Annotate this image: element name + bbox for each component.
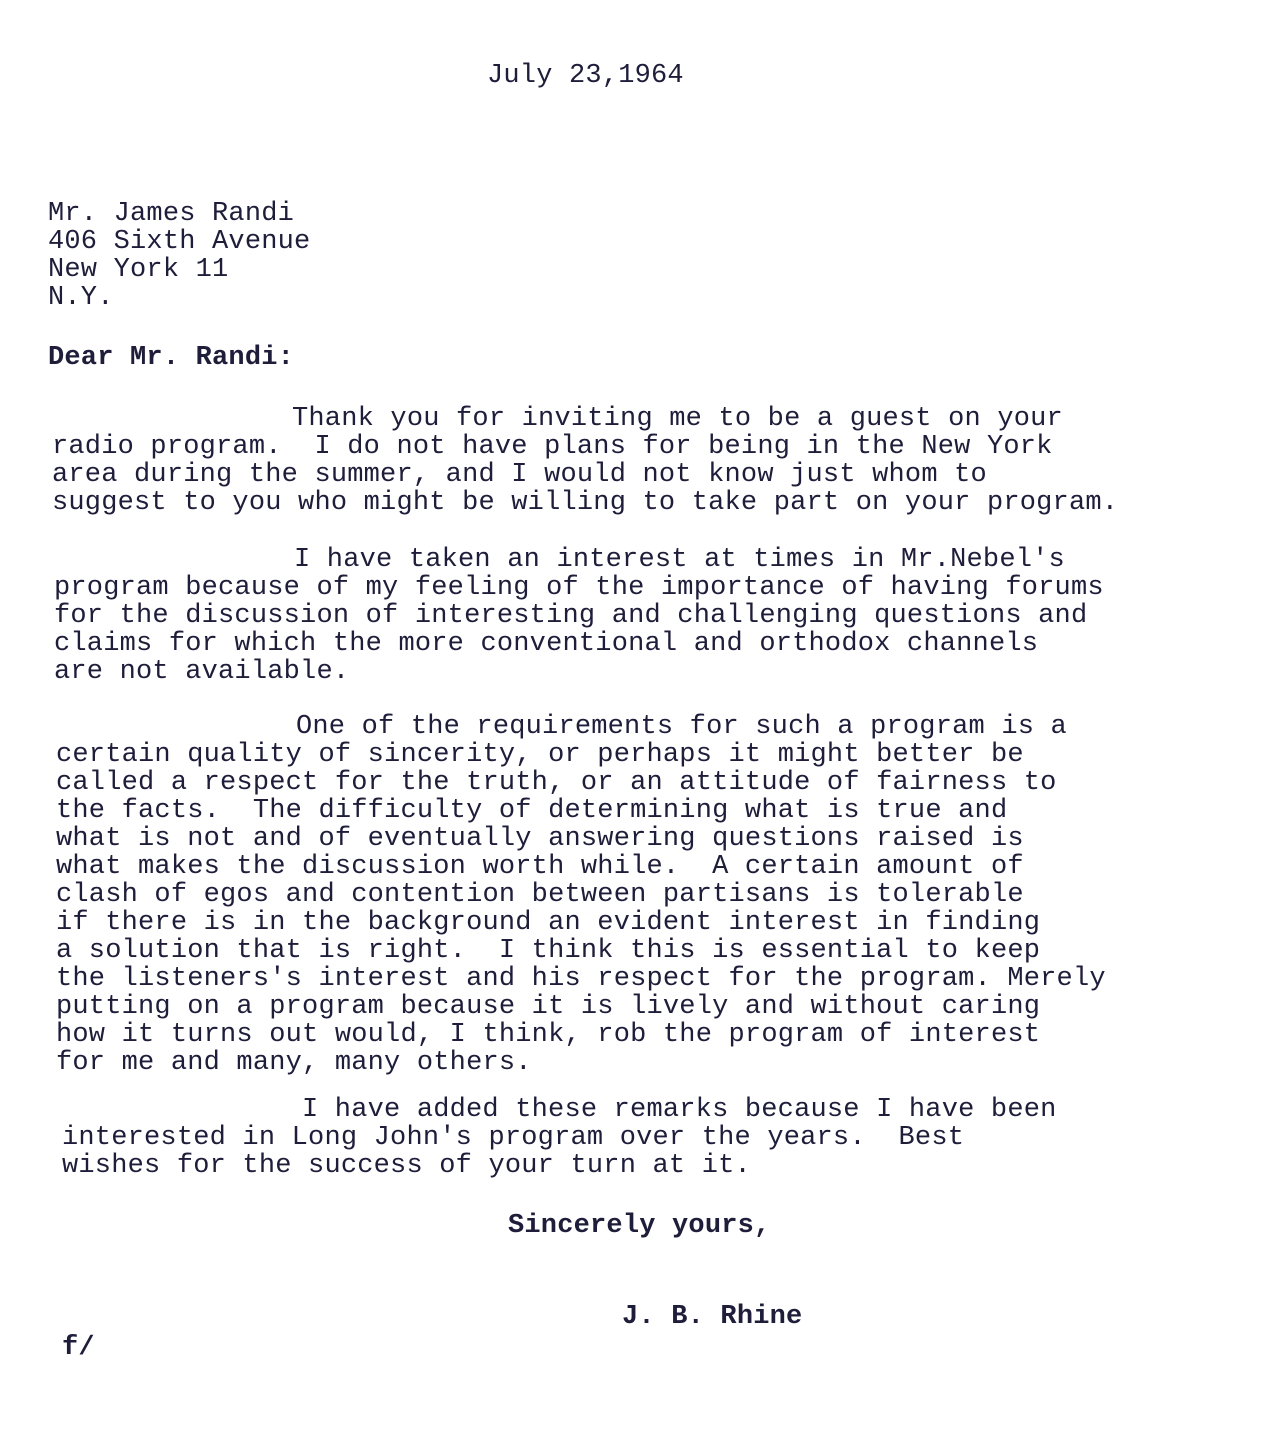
closing: Sincerely yours,: [508, 1211, 771, 1241]
paragraph-line: area during the summer, and I would not know just whom to: [52, 460, 987, 490]
paragraph-line: One of the requirements for such a program is a: [296, 712, 1067, 742]
paragraph-line: for me and many, many others.: [56, 1048, 532, 1078]
paragraph-line: program because of my feeling of the importance of having forums: [54, 573, 1104, 603]
paragraph-line: for the discussion of interesting and challenging questions and: [54, 601, 1088, 631]
paragraph-line: a solution that is right. I think this is essential to keep: [56, 936, 1041, 966]
address-line: New York 11: [48, 255, 229, 285]
paragraph-line: I have taken an interest at times in Mr.Nebel's: [294, 545, 1065, 575]
paragraph-line: putting on a program because it is lively and without caring: [56, 992, 1041, 1022]
paragraph-line: certain quality of sincerity, or perhaps it might better be: [56, 740, 1024, 770]
address-line: 406 Sixth Avenue: [48, 227, 311, 257]
paragraph-line: are not available.: [54, 657, 350, 687]
paragraph-line: interested in Long John's program over the years. Best: [62, 1123, 965, 1153]
paragraph-3: [56, 713, 1106, 1077]
paragraph-line: clash of egos and contention between partisans is tolerable: [56, 880, 1024, 910]
paragraph-line: I have added these remarks because I have been: [302, 1095, 1057, 1125]
paragraph-line: suggest to you who might be willing to take part on your program.: [52, 488, 1119, 518]
paragraph-line: if there is in the background an evident interest in finding: [56, 908, 1041, 938]
letter-date: July 23,1964: [487, 61, 684, 91]
paragraph-line: the facts. The difficulty of determining what is true and: [56, 796, 1008, 826]
paragraph-1: [52, 405, 1118, 517]
paragraph-line: the listeners's interest and his respect for the program. Merely: [56, 964, 1106, 994]
paragraph-line: what is not and of eventually answering questions raised is: [56, 824, 1024, 854]
paragraph-line: how it turns out would, I think, rob the program of interest: [56, 1020, 1041, 1050]
paragraph-line: Thank you for inviting me to be a guest on your: [292, 404, 1063, 434]
paragraph-line: radio program. I do not have plans for being in the New York: [52, 432, 1053, 462]
paragraph-line: wishes for the success of your turn at it.: [62, 1151, 751, 1181]
paragraph-2: [54, 546, 1104, 686]
address-line: N.Y.: [48, 283, 114, 313]
signature-name: J. B. Rhine: [622, 1302, 803, 1332]
paragraph-line: claims for which the more conventional and orthodox channels: [54, 629, 1039, 659]
typist-initials: f/: [62, 1333, 95, 1363]
recipient-address: [48, 200, 310, 312]
paragraph-4: [62, 1096, 1057, 1180]
paragraph-line: what makes the discussion worth while. A certain amount of: [56, 852, 1024, 882]
address-line: Mr. James Randi: [48, 199, 295, 229]
salutation: Dear Mr. Randi:: [48, 343, 295, 373]
paragraph-line: called a respect for the truth, or an attitude of fairness to: [56, 768, 1057, 798]
